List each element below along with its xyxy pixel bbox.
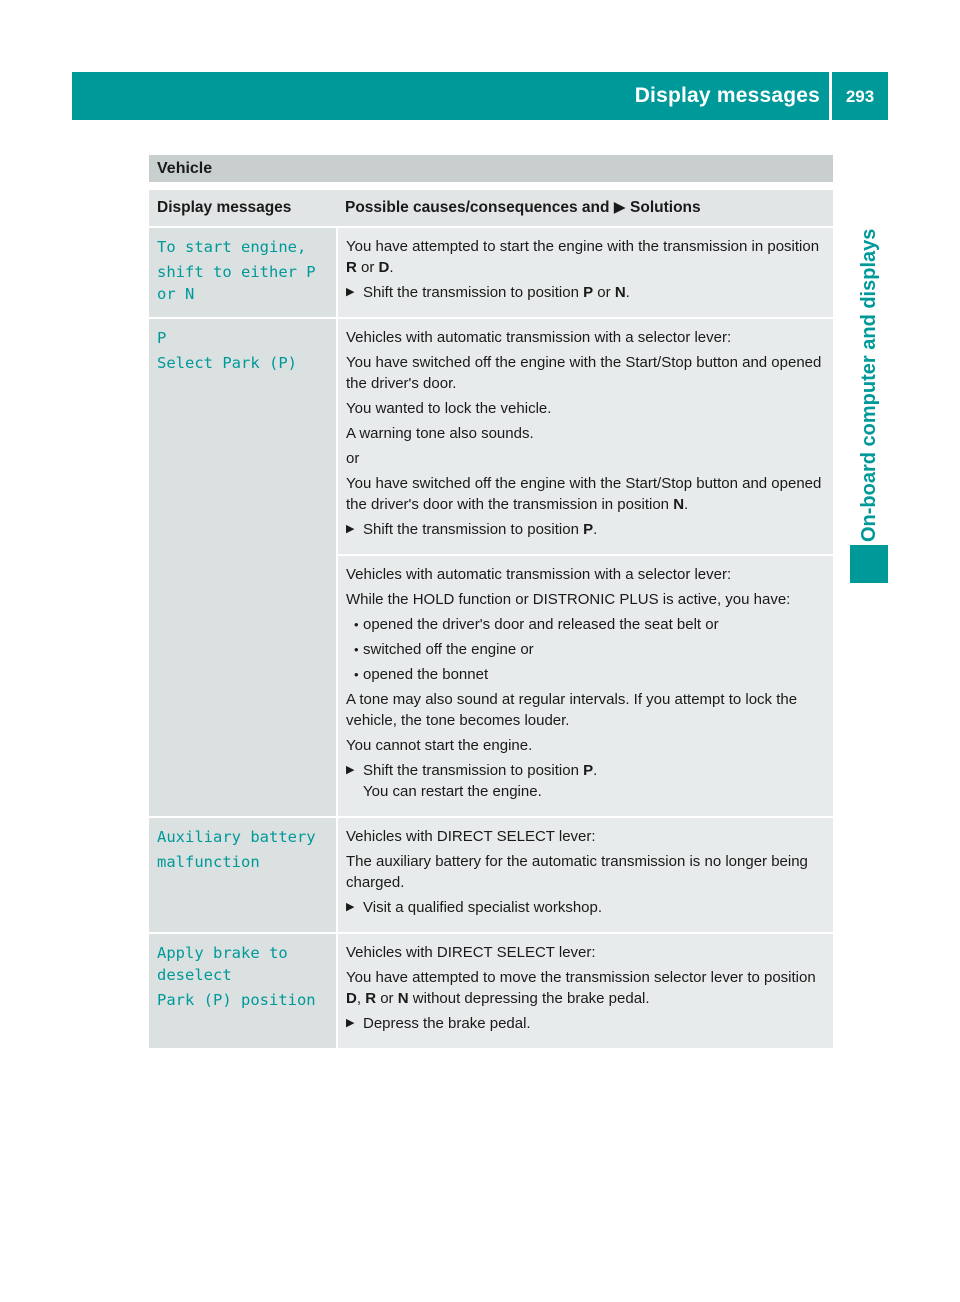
step-arrow-icon: ▶ bbox=[346, 764, 355, 776]
display-message: To start engine, shift to either P or N bbox=[149, 227, 337, 318]
step-arrow-icon: ▶ bbox=[346, 286, 355, 298]
section-title: Vehicle bbox=[149, 155, 833, 182]
page-title: Display messages bbox=[634, 84, 820, 107]
step-arrow-icon: ▶ bbox=[346, 901, 355, 913]
cause-text: You have attempted to start the engine with the transmission in position R or D. bbox=[346, 238, 820, 276]
side-tab-marker bbox=[850, 545, 888, 583]
column-header-solutions: Possible causes/consequences and ▶ Solutions bbox=[337, 190, 833, 227]
solution-cell: Vehicles with automatic transmission with a selector lever: You have switched off the engine with the Start/Stop button and opened the driver's door. You wanted to lock the vehicle. A warning tone also sounds. or You have switched off the engine with the Start/Stop button and opened the driver's door with the transmission in position N. ▶ Shift the transmission to position P. bbox=[337, 318, 833, 555]
bullet-icon: • bbox=[354, 642, 359, 657]
bullet-icon: • bbox=[354, 667, 359, 682]
display-messages-table bbox=[149, 190, 833, 1050]
solution-cell bbox=[337, 227, 833, 318]
solution-step: ▶ Depress the brake pedal. bbox=[346, 1015, 531, 1032]
step-arrow-icon: ▶ bbox=[346, 523, 355, 535]
solution-cell: Vehicles with DIRECT SELECT lever: The auxiliary battery for the automatic transmission is no longer being charged. ▶ Visit a qualified specialist workshop. bbox=[337, 817, 833, 933]
solution-step: ▶ Shift the transmission to position P or N. bbox=[346, 284, 630, 301]
list-item: • opened the bonnet bbox=[354, 666, 489, 683]
display-message: P Select Park (P) bbox=[149, 318, 337, 817]
list-item: • switched off the engine or bbox=[354, 641, 534, 658]
solution-cell: Vehicles with automatic transmission with a selector lever: While the HOLD function or DISTRONIC PLUS is active, you have: • opened the driver's door and released the seat belt or • switched off the engine or • opened the bonnet A tone may also sound at regular intervals. If you attempt to lock the vehicle, the tone becomes louder. You cannot start the engine. ▶ Shift the transmission to position P. You can restart the engine. bbox=[337, 555, 833, 817]
column-header-messages: Display messages bbox=[149, 190, 337, 227]
table-row bbox=[149, 817, 833, 933]
page-number: 293 bbox=[845, 87, 875, 106]
solution-step: ▶ Shift the transmission to position P. bbox=[346, 521, 598, 538]
solution-step: ▶ Visit a qualified specialist workshop. bbox=[346, 899, 603, 916]
bullet-icon: • bbox=[354, 617, 359, 632]
table-row bbox=[149, 318, 833, 555]
step-arrow-icon: ▶ bbox=[346, 1017, 355, 1029]
display-message: Apply brake to deselect Park (P) position bbox=[149, 933, 337, 1049]
table-header-row bbox=[149, 190, 833, 227]
solution-cell: Vehicles with DIRECT SELECT lever: You have attempted to move the transmission selector lever to position D, R or N without depressing the brake pedal. ▶ Depress the brake pedal. bbox=[337, 933, 833, 1049]
display-message: Auxiliary battery malfunction bbox=[149, 817, 337, 933]
side-tab-label: On-board computer and displays bbox=[858, 228, 880, 542]
side-tab bbox=[850, 160, 888, 542]
solutions-arrow-icon: ▶ bbox=[613, 199, 626, 216]
header-bar bbox=[72, 72, 888, 120]
table-row bbox=[149, 933, 833, 1049]
list-item: • opened the driver's door and released the seat belt or bbox=[354, 616, 719, 633]
table-row bbox=[149, 227, 833, 318]
solution-step: ▶ Shift the transmission to position P. You can restart the engine. bbox=[346, 762, 598, 800]
